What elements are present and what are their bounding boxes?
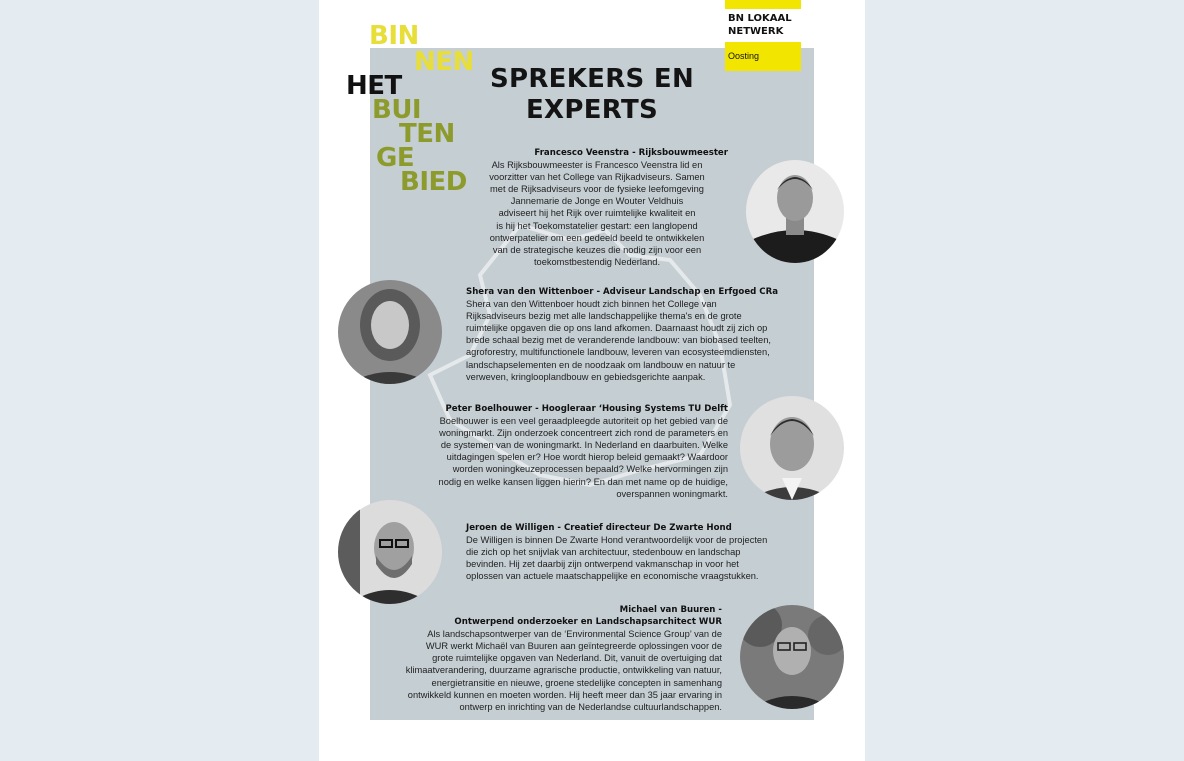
logo-region: Oosting	[728, 51, 760, 61]
word-ge: GE	[376, 143, 415, 173]
speaker-photo-wittenboer	[338, 280, 442, 384]
speaker-name-line-2: Ontwerpend onderzoeker en Landschapsarchitect WUR	[454, 617, 722, 628]
speaker-bio: Als landschapsontwerper van de ‘Environmental Science Group’ van de WUR werkt Michaël van Buuren aan geïntegreerde oplossingen voor de grote ruimtelijke opgaven van Nederland. Dit, vanuit de overtuiging dat klimaatverandering, duurzame agrarische productie, ontwikkeling van natuur, energietransitie en nieuwe, groene stedelijke concepten in samenhang ontwikkeld kunnen en moeten worden. Hij heeft meer dan 35 jaar ervaring in ontwerp en inrichting van de Nederlandse cultuurlandschappen.	[405, 629, 722, 712]
page-title	[372, 64, 812, 126]
speaker-bio: Shera van den Wittenboer houdt zich binnen het College van Rijksadviseurs bezig met alle landschappelijke thema's en de grote ruimtelijke opgaven die op ons land afkomen. Daarnaast houdt zij zich op brede schaal bezig met de veranderende landbouw: van biobased teelten, agroforestry, multifunctionele landbouw, leveren van ecosysteemdiensten, landschapselementen en de noodzaak om landbouw en natuur te verweven, kringlooplandbouw en gebiedsgerichte aanpak.	[466, 299, 771, 382]
word-het: HET	[346, 71, 402, 101]
speaker-block-veenstra	[466, 147, 728, 268]
speaker-bio: Als Rijksbouwmeester is Francesco Veenstra lid en voorzitter van het College van Rijkadviseurs. Samen met de Rijksadviseurs voor de fysieke leefomgeving Jannemarie de Jonge en Wouter Veldhuis adviseert hij het Rijk over ruimtelijke kwaliteit en is hij het Toekomstatelier gestart: een langlopend ontwerpatelier om een gedeeld beeld te ontwikkelen van de strategische keuzes die nodig zijn voor een toekomstbestendig Nederland.	[489, 160, 705, 267]
title-line-1: SPREKERS EN	[489, 64, 695, 94]
word-binnen-1: BIN	[369, 21, 419, 51]
logo-line-1: BN LOKAAL	[728, 13, 792, 24]
speaker-name: Shera van den Wittenboer - Adviseur Landschap en Erfgoed CRa	[466, 287, 779, 297]
word-bui: BUI	[372, 95, 422, 125]
speaker-photo-veenstra	[746, 160, 844, 263]
speaker-name: Peter Boelhouwer - Hoogleraar ‘Housing Systems TU Delft	[445, 404, 728, 414]
word-ten: TEN	[399, 119, 455, 149]
speaker-name-line-1: Michael van Buuren -	[619, 605, 722, 615]
title-line-2: EXPERTS	[525, 95, 659, 125]
speaker-block-boelhouwer	[400, 403, 728, 500]
speaker-bio: Boelhouwer is een veel geraadpleegde autoriteit op het gebied van de woningmarkt. Zijn onderzoek concentreert zich rond de parameters en de systemen van de woningmarkt. In Nederland en daarbuiten. Welke uitdagingen spelen er? Hoe wordt hierop beleid gemaakt? Waardoor worden woningkeuzeprocessen bepaald? Welke hervormingen zijn nodig en welke kansen liggen hierin? En dan met name op de huidige, overspannen woningmarkt.	[438, 416, 728, 499]
speaker-block-willigen	[466, 522, 800, 582]
speaker-name: Francesco Veenstra - Rijksbouwmeester	[534, 148, 728, 158]
word-bied: BIED	[400, 167, 467, 197]
speaker-block-wittenboer	[466, 286, 800, 383]
speaker-photo-boelhouwer	[740, 396, 844, 500]
speaker-bio: De Willigen is binnen De Zwarte Hond verantwoordelijk voor de projecten die zich op het snijvlak van architectuur, stedenbouw en landschap bevinden. Hij zet daarbij zijn ontwerpend vakmanschap in voor het oplossen van actuele maatschappelijke en economische vraagstukken.	[466, 535, 768, 582]
speaker-block-buuren	[380, 604, 722, 713]
speaker-name: Jeroen de Willigen - Creatief directeur De Zwarte Hond	[466, 523, 732, 533]
bn-lokaal-netwerk-logo	[725, 0, 801, 71]
logo-line-2: NETWERK	[728, 26, 784, 37]
speaker-photo-willigen	[338, 500, 442, 604]
speaker-photo-buuren	[740, 605, 844, 709]
word-binnen-2: NEN	[414, 47, 474, 77]
